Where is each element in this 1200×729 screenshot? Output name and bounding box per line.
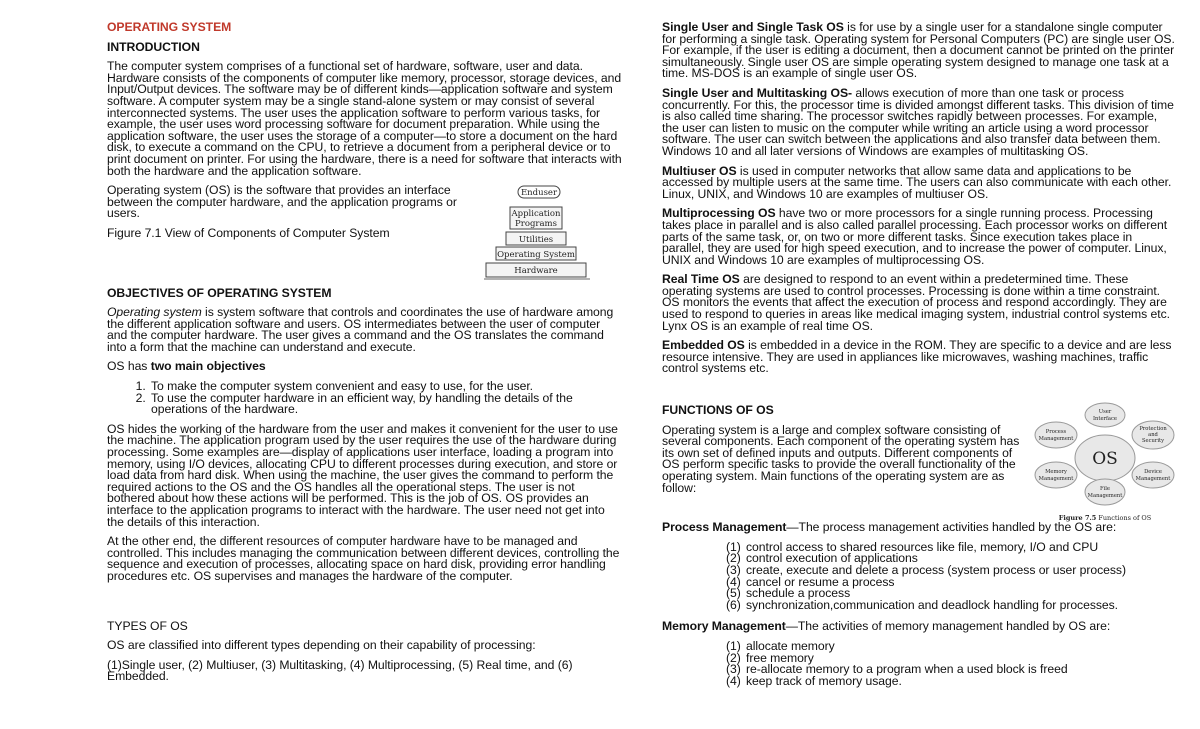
multiuser-paragraph xyxy=(662,163,1177,201)
node-label: Management xyxy=(1038,476,1074,482)
realtime-paragraph xyxy=(662,274,1177,332)
memory-management-list xyxy=(662,638,1177,688)
embedded-term: Embedded OS xyxy=(662,338,745,353)
objectives-paragraph-3: OS hides the working of the hardware from the user and makes it convenient for the user to use the machine. The application program used by the user requires the use of the hardware during processing. Some examples are—display of applications user interface, loading a program into memory, using I/O devices, allocating CPU to different processes during execution, and store or load data from hard disk. When using the machine, the user gives the command to perform the required actions to the OS and the OS handles all the operational steps. The user is not bothered about how these actions will be performed. This is the job of OS. OS provides an interface to the application programs to interact with the hardware. The user need not get into the details of this interaction. xyxy=(107,421,618,529)
objectives-paragraph-4: At the other end, the different resources of computer hardware have to be managed and controlled. This includes managing the communication between different devices, controlling the sequence and execution of processes, allocating space on hard disk, providing error handling procedures etc. OS supervises and manages the hardware of the computer. xyxy=(107,534,620,583)
file-management-node xyxy=(1085,479,1125,505)
hardware-label: Hardware xyxy=(514,266,558,276)
node-label: User xyxy=(1098,409,1112,415)
process-management-term: Process Management xyxy=(662,520,787,535)
memory-management-paragraph xyxy=(662,621,1177,633)
operating-system-label: Operating System xyxy=(497,250,575,260)
utilities-label: Utilities xyxy=(518,235,554,245)
list-number: (3) xyxy=(726,662,741,677)
node-label: Management xyxy=(1135,476,1171,482)
node-label: Memory xyxy=(1045,469,1067,475)
functions-heading: FUNCTIONS OF OS xyxy=(662,403,774,418)
list-text: synchronization,communication and deadlock handling for processes. xyxy=(746,597,1119,612)
multiuser-term: Multiuser OS xyxy=(662,163,737,178)
functions-of-os-diagram xyxy=(1034,402,1176,524)
objectives-heading: OBJECTIVES OF OPERATING SYSTEM xyxy=(107,285,332,300)
left-column xyxy=(107,22,622,691)
node-label: Device xyxy=(1144,469,1162,475)
process-management-text: —The process management activities handled by the OS are: xyxy=(786,520,1117,535)
multiprocessing-term: Multiprocessing OS xyxy=(662,206,776,221)
caption-bold: Figure 7.5 xyxy=(1058,514,1097,522)
intro-paragraph-1: The computer system comprises of a functional set of hardware, software, user and data. Hardware consists of the components of computer like memory, processor, storage devices, and Input/Output devices. The software may be of different kinds—application software and system software. A computer system may be a single stand-alone system or may consist of several interconnected systems. The user uses the application software to perform various tasks, for example, the user uses word processing software for document preparation. While using the application software, the user uses the storage of a computer—to store a document on the hard disk, to execute a command on the CPU, to retrieve a document from a peripheral device or to print document on printer. For using the hardware, there is a need for software that interacts with both the hardware and the application software. xyxy=(107,59,622,178)
list-text: free memory xyxy=(746,650,814,665)
objectives-bold: two main objectives xyxy=(150,359,266,374)
memory-management-text: —The activities of memory management handled by OS are: xyxy=(785,619,1111,634)
os-center-label: OS xyxy=(1092,449,1118,469)
list-number: (4) xyxy=(726,673,741,688)
multitasking-paragraph xyxy=(662,85,1177,158)
list-text: schedule a process xyxy=(746,586,851,601)
node-label: and xyxy=(1148,432,1158,438)
caption-text: Functions of OS xyxy=(1096,514,1152,522)
multitasking-term: Single User and Multitasking OS- xyxy=(662,85,853,100)
list-text: create, execute and delete a process (system process or user process) xyxy=(746,562,1126,577)
types-paragraph-2: (1)Single user, (2) Multiuser, (3) Multitasking, (4) Multiprocessing, (5) Real time, and (6) Embedded. xyxy=(107,657,573,684)
device-management-node xyxy=(1132,462,1174,488)
list-number: (5) xyxy=(726,586,741,601)
node-label: Protection xyxy=(1139,426,1167,432)
list-number: (2) xyxy=(726,551,741,566)
node-label: Process xyxy=(1045,429,1067,435)
realtime-text: are designed to respond to an event within a predetermined time. These operating systems are used to control processes. Processing is done within a time constraint. OS monitors the events that affect the execution of process and respond accordingly. They are used to respond to queries in areas like medical imaging system, industrial control systems etc. Lynx OS is an example of real time OS. xyxy=(662,272,1170,333)
list-text: control execution of applications xyxy=(746,551,918,566)
list-number: (1) xyxy=(726,638,741,653)
objectives-paragraph-2 xyxy=(107,361,622,373)
realtime-term: Real Time OS xyxy=(662,272,740,287)
single-task-paragraph xyxy=(662,22,1177,80)
list-number: (4) xyxy=(726,574,741,589)
types-paragraph-1: OS are classified into different types depending on their capability of processing: xyxy=(107,638,536,653)
enduser-label: Enduser xyxy=(520,188,558,198)
figure-caption-7-1: Figure 7.1 View of Components of Computer System xyxy=(107,225,390,240)
right-column xyxy=(662,22,1177,697)
intro-paragraph-2: Operating system (OS) is the software that provides an interface between the computer hardware, and the application programs or users. xyxy=(107,183,457,221)
list-number: (3) xyxy=(726,562,741,577)
list-number: (6) xyxy=(726,597,741,612)
list-item: 2. To use the computer hardware in an efficient way, by handling the details of the operations of the hardware. xyxy=(149,393,622,416)
figure-caption-7-5 xyxy=(1059,514,1151,522)
list-text: control access to shared resources like file, memory, I/O and CPU xyxy=(746,539,1099,554)
functions-paragraph: Operating system is a large and complex software consisting of several components. Each component of the operating system has its own set of defined inputs and outputs. Different components of OS perform specific tasks to provide the overall functionality of the operating system. Main functions of the operating system are as follow: xyxy=(662,422,1020,495)
node-label: Management xyxy=(1087,493,1123,499)
objectives-paragraph-1-text: is system software that controls and coordinates the use of hardware among the different application software and users. OS intermediates between the user of computer and the computer hardware. The user gives a command and the OS translates the command into a form that the machine can understand and execute. xyxy=(107,305,614,354)
embedded-text: is embedded in a device in the ROM. They are specific to a device and are less resource intensive. They are used in appliances like microwaves, washing machines, traffic control systems etc. xyxy=(662,338,1172,376)
node-label: Management xyxy=(1038,436,1074,442)
introduction-heading: INTRODUCTION xyxy=(107,39,200,54)
embedded-paragraph xyxy=(662,340,1177,375)
objectives-term: Operating system xyxy=(107,305,202,320)
node-label: Interface xyxy=(1092,416,1118,422)
application-label: Application xyxy=(511,209,561,219)
multitasking-text: allows execution of more than one task or process concurrently. For this, the processor time is divided amongst different tasks. This division of time is also called time sharing. The processor switches rapidly between processes. For example, the user can listen to music on the computer while writing an article using a word processor software. The user can switch between the applications and also transfer data between them. Windows 10 and all later versions of Windows are examples of multitasking OS. xyxy=(662,85,1174,158)
memory-management-term: Memory Management xyxy=(662,619,786,634)
list-item xyxy=(726,597,1177,612)
multiprocessing-text: have two or more processors for a single running process. Processing takes place in parallel and is also called parallel processing. Each processor works on different parts of the same task, or, on two or more different tasks. Since execution takes place in parallel, they are used for high speed execution, and to increase the power of computer. Linux, UNIX and Windows 10 are examples of multiprocessing OS. xyxy=(662,206,1168,267)
list-item xyxy=(726,673,1177,688)
single-task-term: Single User and Single Task OS xyxy=(662,20,844,34)
multiuser-text: is used in computer networks that allow same data and applications to be accessed by multiple users at the same time. The users can also communicate with each other. Linux, UNIX, and Windows 10 are examples of multiuser OS. xyxy=(662,163,1172,201)
multiprocessing-paragraph xyxy=(662,208,1177,266)
list-number: (1) xyxy=(726,539,741,554)
programs-label: Programs xyxy=(515,219,557,229)
list-text: allocate memory xyxy=(746,638,835,653)
list-text: cancel or resume a process xyxy=(746,574,895,589)
memory-management-node xyxy=(1035,462,1077,488)
doc-title: OPERATING SYSTEM xyxy=(107,20,232,34)
process-management-list xyxy=(662,539,1177,612)
list-number: (2) xyxy=(726,650,741,665)
list-text: keep track of memory usage. xyxy=(746,673,902,688)
objectives-list xyxy=(107,381,622,416)
list-item: 1. To make the computer system convenient and easy to use, for the user. xyxy=(149,381,622,393)
objectives-lead: OS has xyxy=(107,359,151,374)
components-diagram xyxy=(484,185,590,281)
types-heading: TYPES OF OS xyxy=(107,618,188,633)
single-task-text: is for use by a single user for a standalone single computer for performing a single task. Operating system for Personal Computers (PC) are single user OS. For example, if the user is editing a document, then a document cannot be printed on the printer simultaneously. Single user OS are simple operating system designed to manage one task at a time. MS-DOS is an example of single user OS. xyxy=(662,20,1175,81)
objectives-paragraph-1 xyxy=(107,307,622,353)
list-text: re-allocate memory to a program when a used block is freed xyxy=(746,662,1068,677)
node-label: Security xyxy=(1141,438,1165,444)
user-interface-node xyxy=(1085,403,1125,427)
process-management-node xyxy=(1035,422,1077,448)
node-label: File xyxy=(1100,486,1110,492)
